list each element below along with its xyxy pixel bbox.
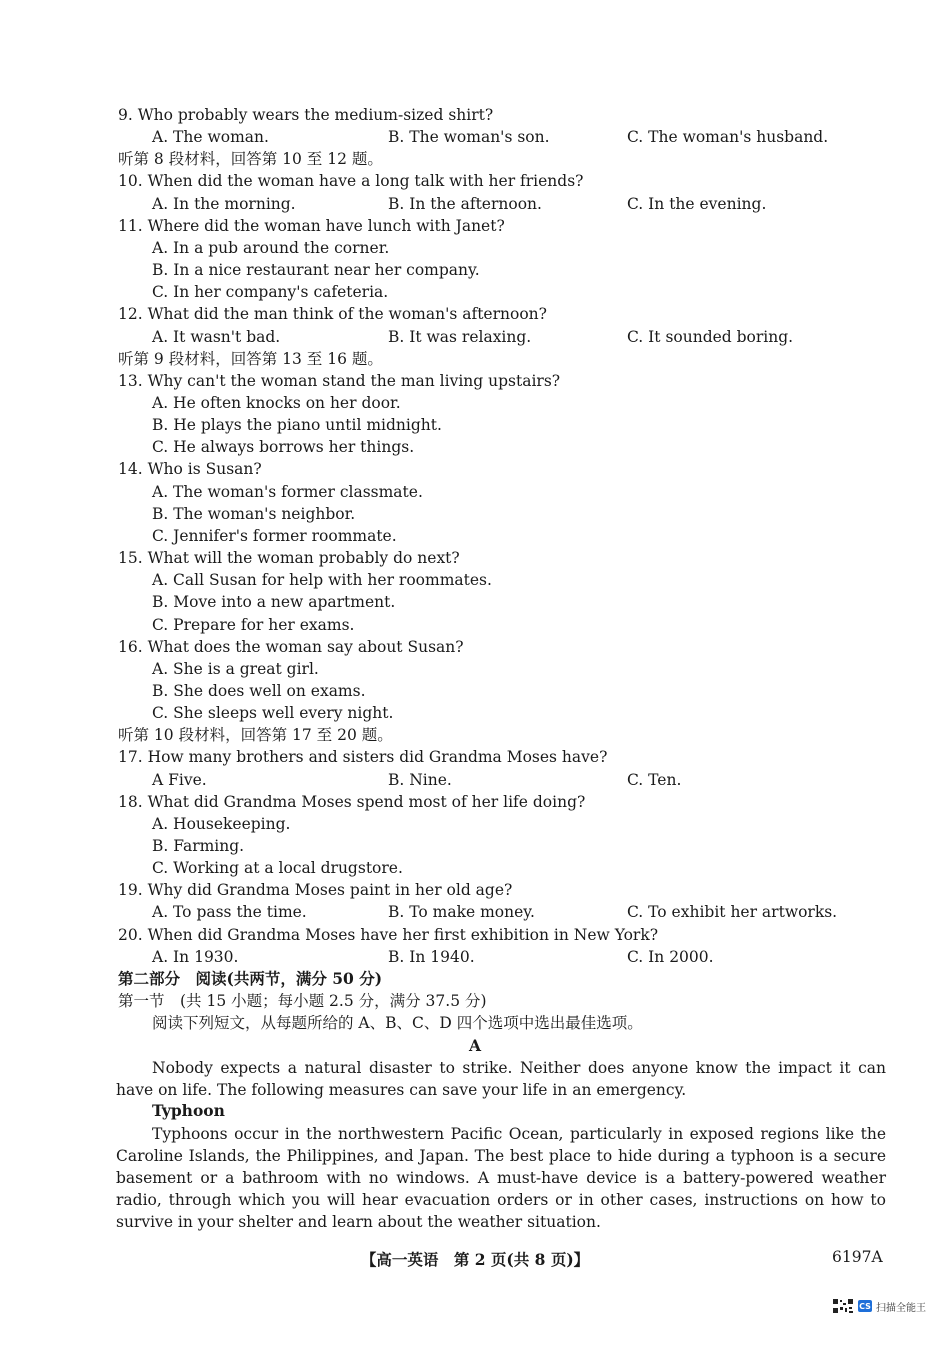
option-line: C. Working at a local drugstore. [152, 859, 403, 878]
option-a: A. It wasn't bad. [152, 327, 281, 346]
option-b: B. Nine. [388, 770, 452, 789]
option-line: A. The woman's former classmate. [152, 482, 423, 501]
option-a: A. The woman. [152, 128, 269, 147]
option-c: C. In the evening. [627, 194, 767, 213]
option-a: A. To pass the time. [152, 903, 307, 922]
section-heading: 听第 10 段材料，回答第 17 至 20 题。 [118, 726, 393, 745]
option-b: B. In the afternoon. [388, 194, 542, 213]
question-stem: 18. What did Grandma Moses spend most of her life doing? [118, 792, 586, 811]
question-stem: 14. Who is Susan? [118, 460, 262, 479]
passage-label: A [468, 1036, 482, 1055]
option-c: C. Ten. [627, 770, 682, 789]
option-line: B. She does well on exams. [152, 681, 366, 700]
option-line: C. She sleeps well every night. [152, 704, 394, 722]
option-line: B. Move into a new apartment. [152, 593, 396, 612]
option-line: C. He always borrows her things. [152, 438, 415, 457]
footer-title: 【高一英语 第 2 页(共 8 页)】 [360, 1250, 590, 1269]
option-b: B. It was relaxing. [388, 327, 532, 346]
option-line: A. In a pub around the corner. [152, 238, 390, 257]
option-line: A. Housekeeping. [152, 814, 291, 833]
footer-code: 6197A [832, 1248, 883, 1266]
question-stem: 17. How many brothers and sisters did Grandma Moses have? [118, 748, 608, 767]
reading-instruction: 阅读下列短文，从每题所给的 A、B、C、D 四个选项中选出最佳选项。 [152, 1014, 643, 1033]
option-line: C. Jennifer's former roommate. [152, 526, 397, 545]
question-stem: 10. When did the woman have a long talk with her friends? [118, 172, 584, 191]
option-line: A. She is a great girl. [152, 659, 319, 678]
option-a: A. In 1930. [152, 947, 239, 966]
option-line: A. Call Susan for help with her roommates. [152, 571, 492, 590]
question-stem: 9. Who probably wears the medium-sized shirt? [118, 106, 494, 124]
qr-code-icon [832, 1298, 854, 1314]
option-b: B. The woman's son. [388, 128, 550, 147]
option-line: B. The woman's neighbor. [152, 504, 356, 523]
question-stem: 11. Where did the woman have lunch with Janet? [118, 216, 505, 235]
option-a: A Five. [152, 770, 207, 789]
cs-logo-icon: CS [859, 1301, 871, 1311]
option-c: C. It sounded boring. [627, 327, 794, 346]
option-line: C. In her company's cafeteria. [152, 283, 389, 302]
scanner-badge [832, 1297, 926, 1315]
question-stem: 13. Why can't the woman stand the man living upstairs? [118, 371, 561, 390]
option-line: C. Prepare for her exams. [152, 615, 355, 634]
option-line: B. He plays the piano until midnight. [152, 416, 442, 435]
question-stem: 16. What does the woman say about Susan? [118, 637, 464, 656]
question-stem: 20. When did Grandma Moses have her first exhibition in New York? [118, 925, 659, 944]
option-b: B. To make money. [388, 903, 535, 922]
option-c: C. The woman's husband. [627, 128, 829, 147]
option-c: C. To exhibit her artworks. [627, 903, 838, 922]
section-heading: 听第 9 段材料，回答第 13 至 16 题。 [118, 349, 383, 368]
question-stem: 15. What will the woman probably do next? [118, 549, 460, 567]
option-a: A. In the morning. [152, 194, 296, 213]
page-footer [0, 1248, 950, 1270]
option-b: B. In 1940. [388, 947, 475, 966]
section-heading: 听第 8 段材料，回答第 10 至 12 题。 [118, 150, 383, 169]
passage-body: Typhoons occur in the northwestern Pacific Ocean, particularly in exposed regions like the Caroline Islands, the Philippines, and Japan. The best place to hide during a typhoon is a secure basement or a bathroom with no windows. A must-have device is a battery-powered weather radio, through which you will hear evacuation orders or in other cases, instructions on how to survive in your shelter and learn about the weather situation. [116, 1125, 886, 1231]
option-line: B. In a nice restaurant near her company. [152, 261, 480, 279]
passage-intro: Nobody expects a natural disaster to strike. Neither does anyone know the impact it can have on life. The following measures can save your life in an emergency. [116, 1059, 886, 1099]
option-line: B. Farming. [152, 836, 245, 855]
option-c: C. In 2000. [627, 947, 714, 966]
section-heading: 第一节 (共 15 小题；每小题 2.5 分，满分 37.5 分) [118, 992, 487, 1010]
option-line: A. He often knocks on her door. [152, 393, 401, 412]
question-stem: 19. Why did Grandma Moses paint in her old age? [118, 881, 513, 900]
passage-heading: Typhoon [152, 1101, 225, 1120]
scanner-badge-text: 扫描全能王 [876, 1302, 926, 1314]
part-heading: 第二部分 阅读(共两节，满分 50 分) [118, 968, 383, 988]
question-stem: 12. What did the man think of the woman's afternoon? [118, 305, 547, 324]
